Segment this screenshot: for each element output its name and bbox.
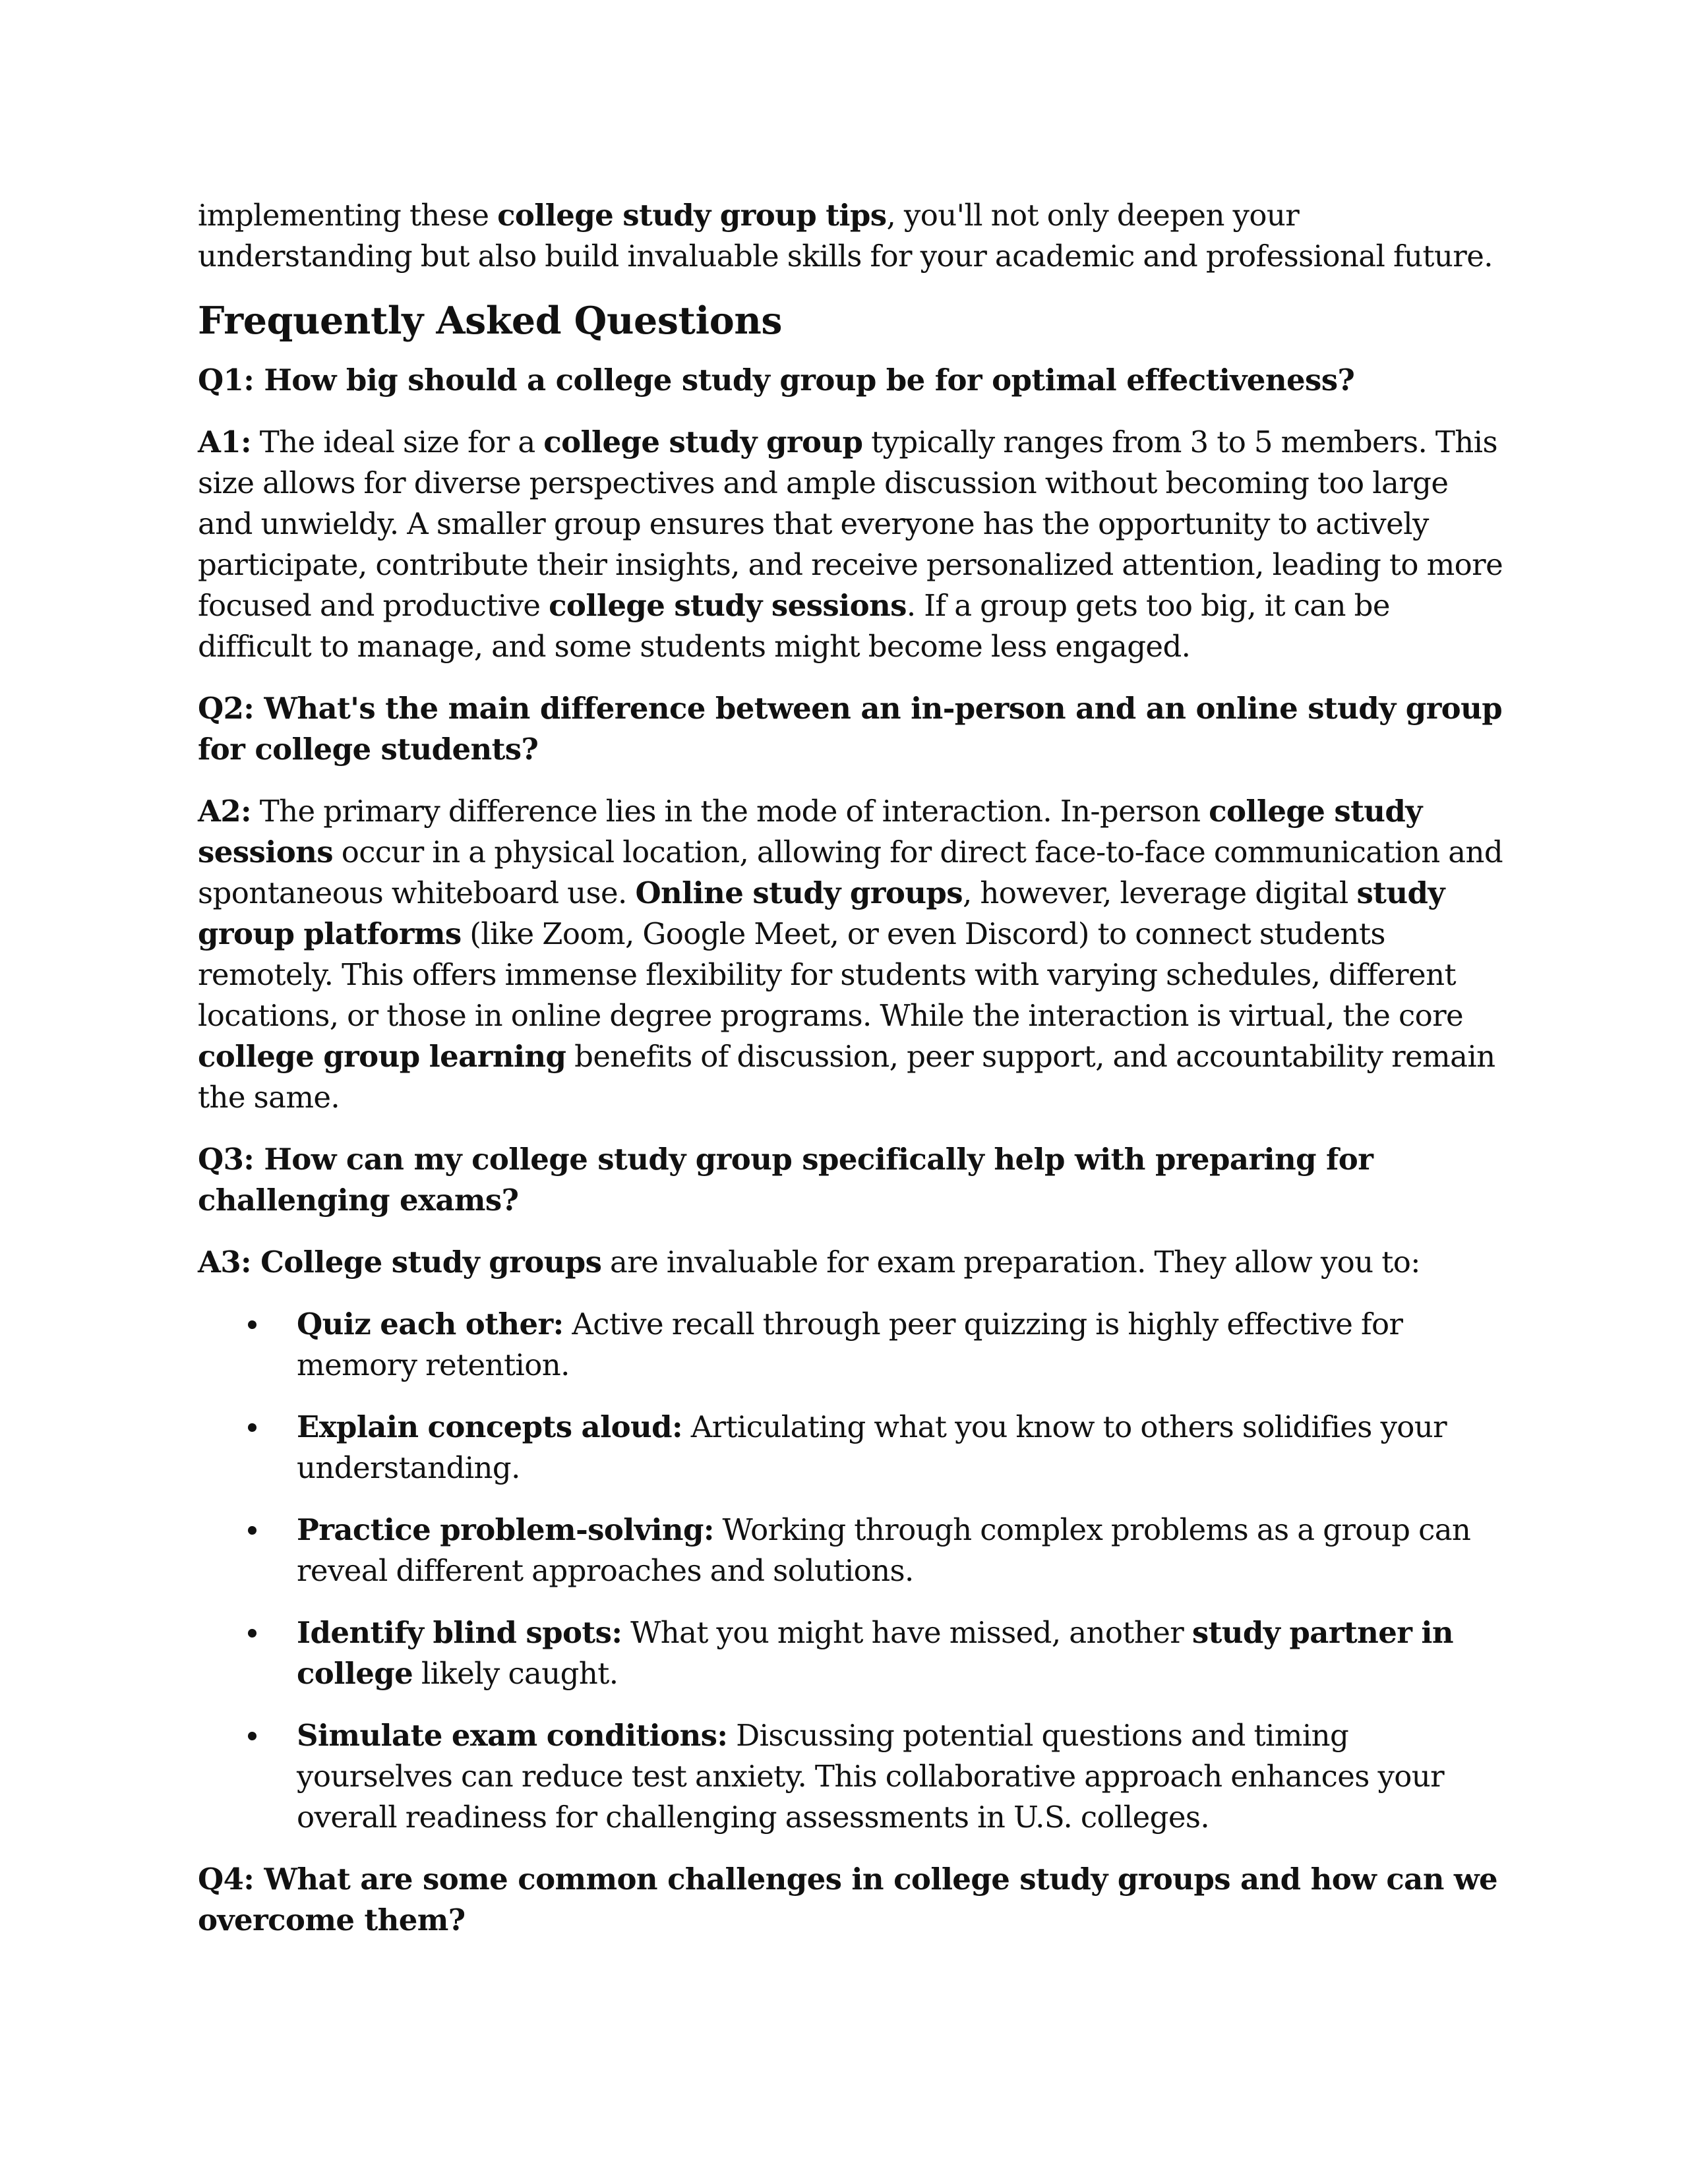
answer-text: , however, leverage digital xyxy=(963,875,1357,910)
list-item xyxy=(198,1304,1503,1386)
bullet-icon xyxy=(248,1526,256,1535)
exam-tips-list xyxy=(198,1304,1503,1838)
list-item-text: Active recall through peer quizzing is highly effective for memory retention. xyxy=(297,1307,1403,1382)
list-item-heading: Simulate exam conditions: xyxy=(297,1718,728,1753)
answer-bold-term: study group platforms xyxy=(198,875,1445,951)
answer-text: occur in a physical location, allowing for direct face-to-face communication and spontaneous whiteboard use. xyxy=(198,835,1503,910)
bullet-icon xyxy=(248,1629,256,1638)
bullet-icon xyxy=(248,1423,256,1432)
answer-bold-term: college study sessions xyxy=(549,588,907,623)
list-item-text: Articulating what you know to others solidifies your understanding. xyxy=(297,1409,1447,1485)
bullet-icon xyxy=(248,1732,256,1740)
list-item-heading: Practice problem-solving: xyxy=(297,1512,714,1547)
faq-answer-1 xyxy=(198,422,1503,667)
list-item-text: Working through complex problems as a group can reveal different approaches and solutions. xyxy=(297,1512,1471,1588)
faq-answer-2 xyxy=(198,791,1503,1118)
faq-question-3: Q3: How can my college study group specifically help with preparing for challenging exams? xyxy=(198,1142,1373,1218)
faq-answer-3 xyxy=(198,1242,1503,1283)
list-item xyxy=(198,1407,1503,1489)
answer-text: (like Zoom, Google Meet, or even Discord) to connect students remotely. This offers immense flexibility for students with varying schedules, different locations, or those in online degree programs. While the interaction is virtual, the core xyxy=(198,916,1464,1033)
answer-text: . If a group gets too big, it can be difficult to manage, and some students might become less engaged. xyxy=(198,588,1390,664)
answer-bold-term: college study group xyxy=(543,425,863,459)
bullet-icon xyxy=(248,1320,256,1329)
list-item-text: Discussing potential questions and timing yourselves can reduce test anxiety. This collaborative approach enhances your overall readiness for challenging assessments in U.S. colleges. xyxy=(297,1718,1445,1835)
answer-bold-term: college study sessions xyxy=(198,794,1422,870)
answer-text: are invaluable for exam preparation. They allow you to: xyxy=(601,1245,1420,1280)
faq-question-2: Q2: What's the main difference between an in-person and an online study group for college students? xyxy=(198,691,1503,767)
list-item-heading: Explain concepts aloud: xyxy=(297,1409,682,1444)
answer-label: A2: xyxy=(198,794,252,829)
document-page xyxy=(198,195,1503,1962)
faq-heading: Frequently Asked Questions xyxy=(198,299,783,343)
intro-text-suffix: , you'll not only deepen your understanding but also build invaluable skills for your academic and professional future. xyxy=(198,198,1493,274)
faq-question-1: Q1: How big should a college study group be for optimal effectiveness? xyxy=(198,363,1355,398)
answer-text: The ideal size for a xyxy=(251,425,544,459)
answer-bold-term: college group learning xyxy=(198,1039,566,1074)
list-item-heading: Identify blind spots: xyxy=(297,1615,622,1650)
list-item-bold-term: study partner in college xyxy=(297,1615,1454,1691)
list-item xyxy=(198,1715,1503,1838)
list-item xyxy=(198,1612,1503,1694)
intro-bold-term: college study group tips xyxy=(497,198,887,233)
answer-text: benefits of discussion, peer support, and accountability remain the same. xyxy=(198,1039,1495,1115)
intro-paragraph xyxy=(198,195,1503,277)
intro-text-prefix: implementing these xyxy=(198,198,498,233)
list-item-text: What you might have missed, another xyxy=(622,1615,1192,1650)
list-item-text: likely caught. xyxy=(413,1656,618,1691)
answer-bold-term: Online study groups xyxy=(635,875,963,910)
answer-text: The primary difference lies in the mode of interaction. In-person xyxy=(251,794,1209,829)
faq-question-4: Q4: What are some common challenges in college study groups and how can we overcome them? xyxy=(198,1862,1498,1937)
answer-label: A1: xyxy=(198,425,252,459)
answer-label: A3: College study groups xyxy=(198,1245,602,1280)
list-item-heading: Quiz each other: xyxy=(297,1307,564,1342)
list-item xyxy=(198,1510,1503,1591)
answer-text: typically ranges from 3 to 5 members. This size allows for diverse perspectives and ample discussion without becoming too large and unwieldy. A smaller group ensures that everyone has the opportunity to actively participate, contribute their insights, and receive personalized attention, leading to more focused and productive xyxy=(198,425,1503,623)
